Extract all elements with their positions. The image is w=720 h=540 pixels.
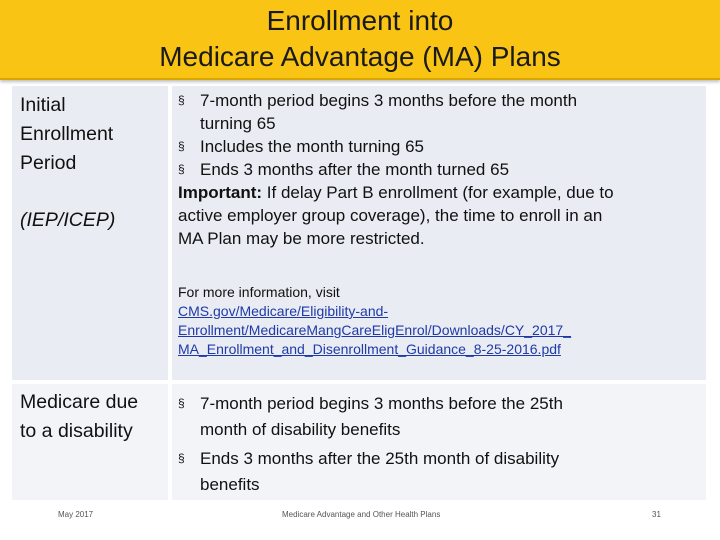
cms-link-line1: CMS.gov/Medicare/Eligibility-and- [178,303,389,319]
bullet-marker-icon: § [178,396,185,410]
iep-bullet-1 [178,89,703,135]
iep-bullet-1-line2: turning 65 [200,114,276,133]
bullet-marker-icon: § [178,93,185,107]
iep-details [178,89,703,250]
iep-bullet-2-line1: Includes the month turning 65 [200,137,424,156]
disability-bullet-1 [178,389,703,444]
title-banner [0,0,720,80]
iep-label-line3: Period [20,152,77,174]
more-info [178,283,703,359]
iep-label-line1: Initial [20,94,66,116]
footer-date: May 2017 [58,510,94,519]
important-label: Important: [178,183,263,202]
disability-label [20,388,138,446]
disability-bullet-2-line2: benefits [200,475,260,494]
iep-bullet-1-line1: 7-month period begins 3 months before the month [200,91,578,110]
iep-bullet-3 [178,158,703,181]
iep-bullet-3-line1: Ends 3 months after the month turned 65 [200,160,510,179]
bullet-marker-icon: § [178,162,185,176]
disability-bullet-2 [178,444,703,499]
slide-title-line2: Medicare Advantage (MA) Plans [159,41,561,72]
disability-bullet-1-line2: month of disability benefits [200,420,401,439]
iep-label-line2: Enrollment [20,123,114,145]
enrollment-table [12,86,706,500]
disability-label-line1: Medicare due [20,391,139,413]
disability-details [178,389,703,499]
slide-title [0,3,720,75]
cms-link-line2: Enrollment/MedicareMangCareEligEnrol/Downloads/CY_2017_ [178,322,571,338]
more-info-text: For more information, visit [178,284,340,300]
iep-bullet-2 [178,135,703,158]
disability-bullet-1-line1: 7-month period begins 3 months before the 25th [200,394,563,413]
disability-label-line2: to a disability [20,420,133,442]
cms-guidance-link[interactable] [178,303,571,357]
important-note [178,181,703,250]
important-line2: active employer group coverage), the time to enroll in an [178,206,603,225]
row-divider [12,380,706,384]
bullet-marker-icon: § [178,139,185,153]
cms-link-line3: MA_Enrollment_and_Disenrollment_Guidance_8-25-2016.pdf [178,341,561,357]
important-line1: If delay Part B enrollment (for example, due to [262,183,614,202]
footer-title: Medicare Advantage and Other Health Plans [282,510,441,519]
disability-bullet-2-line1: Ends 3 months after the 25th month of disability [200,449,560,468]
slide-title-line1: Enrollment into [266,5,454,36]
footer-page-number: 31 [652,510,661,519]
bullet-marker-icon: § [178,451,185,465]
column-divider [168,86,172,500]
important-line3: MA Plan may be more restricted. [178,229,425,248]
iep-abbrev: (IEP/ICEP) [20,209,116,231]
iep-label [20,91,113,178]
